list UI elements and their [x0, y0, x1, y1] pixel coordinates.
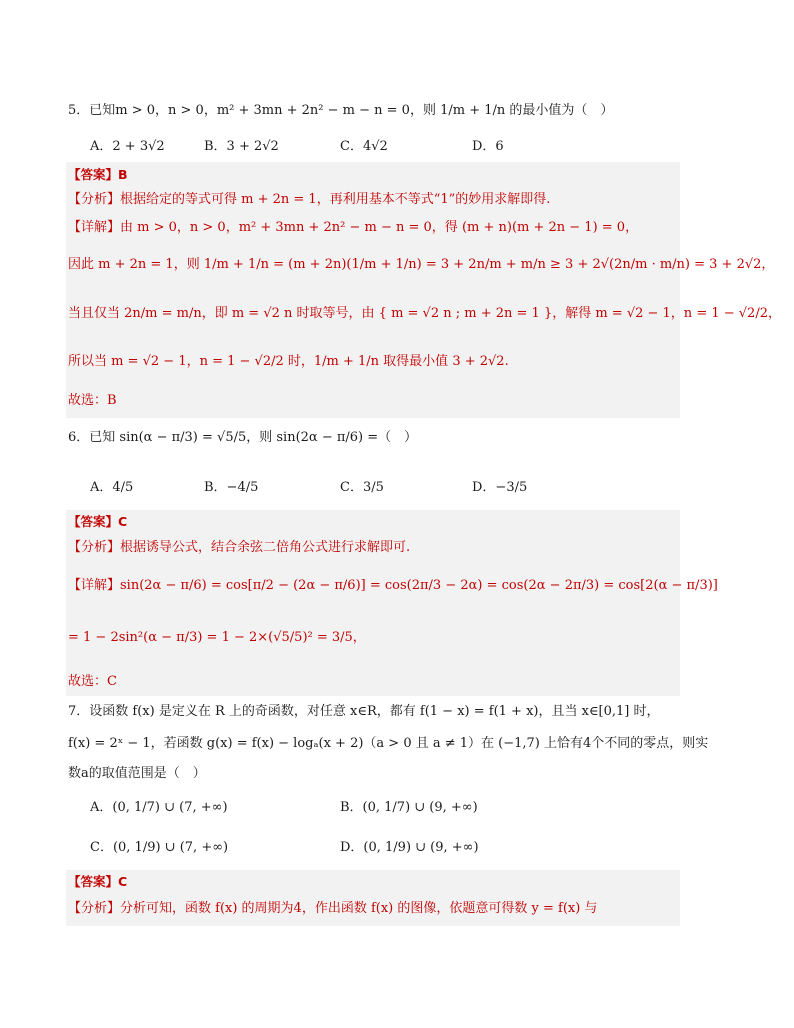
q7-option-c: C．(0, 1/9) ∪ (7, +∞) [90, 840, 229, 855]
q7-option-d: D．(0, 1/9) ∪ (9, +∞) [340, 840, 479, 855]
q7-stem-1: 7．设函数 f(x) 是定义在 R 上的奇函数，对任意 x∈R，都有 f(1 − x) = f(1 + x)，且当 x∈[0,1] 时， [68, 704, 660, 719]
q6-option-c: C．3/5 [340, 480, 384, 495]
q7-stem-2: f(x) = 2ˣ − 1，若函数 g(x) = f(x) − logₐ(x + 2)（a > 0 且 a ≠ 1）在 (−1,7) 上恰有4个不同的零点，则实 [68, 736, 709, 751]
q5-detail-2: 因此 m + 2n = 1，则 1/m + 1/n = (m + 2n)(1/m + 1/n) = 3 + 2n/m + m/n ≥ 3 + 2√(2n/m · m/n) = 3 + 2√2， [68, 257, 775, 272]
q5-choose: 故选：B [68, 393, 117, 408]
q6-answer: 【答案】C [68, 514, 128, 529]
q5-stem: 5．已知m > 0，n > 0，m² + 3mn + 2n² − m − n = 0，则 1/m + 1/n 的最小值为（ ） [68, 103, 614, 118]
q6-option-d: D．−3/5 [472, 480, 528, 495]
q6-stem: 6．已知 sin(α − π/3) = √5/5，则 sin(2α − π/6) =（ ） [68, 430, 418, 445]
q5-option-c: C．4√2 [340, 139, 388, 154]
q6-option-b: B．−4/5 [204, 480, 259, 495]
q5-detail-3: 当且仅当 2n/m = m/n，即 m = √2 n 时取等号，由 { m = √2 n ; m + 2n = 1 }，解得 m = √2 − 1，n = 1 − √2/2， [68, 306, 781, 321]
q5-option-d: D．6 [472, 139, 504, 154]
q5-answer: 【答案】B [68, 167, 128, 182]
q6-option-a: A．4/5 [90, 480, 134, 495]
q7-stem-3: 数a的取值范围是（ ） [68, 766, 206, 781]
q7-answer: 【答案】C [68, 874, 128, 889]
q6-choose: 故选：C [68, 674, 117, 689]
q7-option-b: B．(0, 1/7) ∪ (9, +∞) [340, 800, 478, 815]
q6-analysis: 【分析】根据诱导公式，结合余弦二倍角公式进行求解即可. [68, 540, 411, 555]
q5-analysis: 【分析】根据给定的等式可得 m + 2n = 1，再利用基本不等式“1”的妙用求解即得. [68, 192, 551, 207]
q6-detail-2: = 1 − 2sin²(α − π/3) = 1 − 2×(√5/5)² = 3/5， [68, 630, 366, 645]
q5-detail-4: 所以当 m = √2 − 1，n = 1 − √2/2 时，1/m + 1/n 取得最小值 3 + 2√2. [68, 354, 509, 369]
q7-analysis: 【分析】分析可知，函数 f(x) 的周期为4，作出函数 f(x) 的图像，依题意可得数 y = f(x) 与 [68, 901, 598, 916]
q5-option-b: B．3 + 2√2 [204, 139, 279, 154]
q5-option-a: A．2 + 3√2 [90, 139, 165, 154]
q6-detail-1: 【详解】sin(2α − π/6) = cos[π/2 − (2α − π/6)] = cos(2π/3 − 2α) = cos(2α − 2π/3) = cos[2(α − π/3)] [68, 578, 718, 593]
q7-option-a: A．(0, 1/7) ∪ (7, +∞) [90, 800, 228, 815]
q5-detail-1: 【详解】由 m > 0，n > 0，m² + 3mn + 2n² − m − n = 0，得 (m + n)(m + 2n − 1) = 0， [68, 220, 639, 235]
